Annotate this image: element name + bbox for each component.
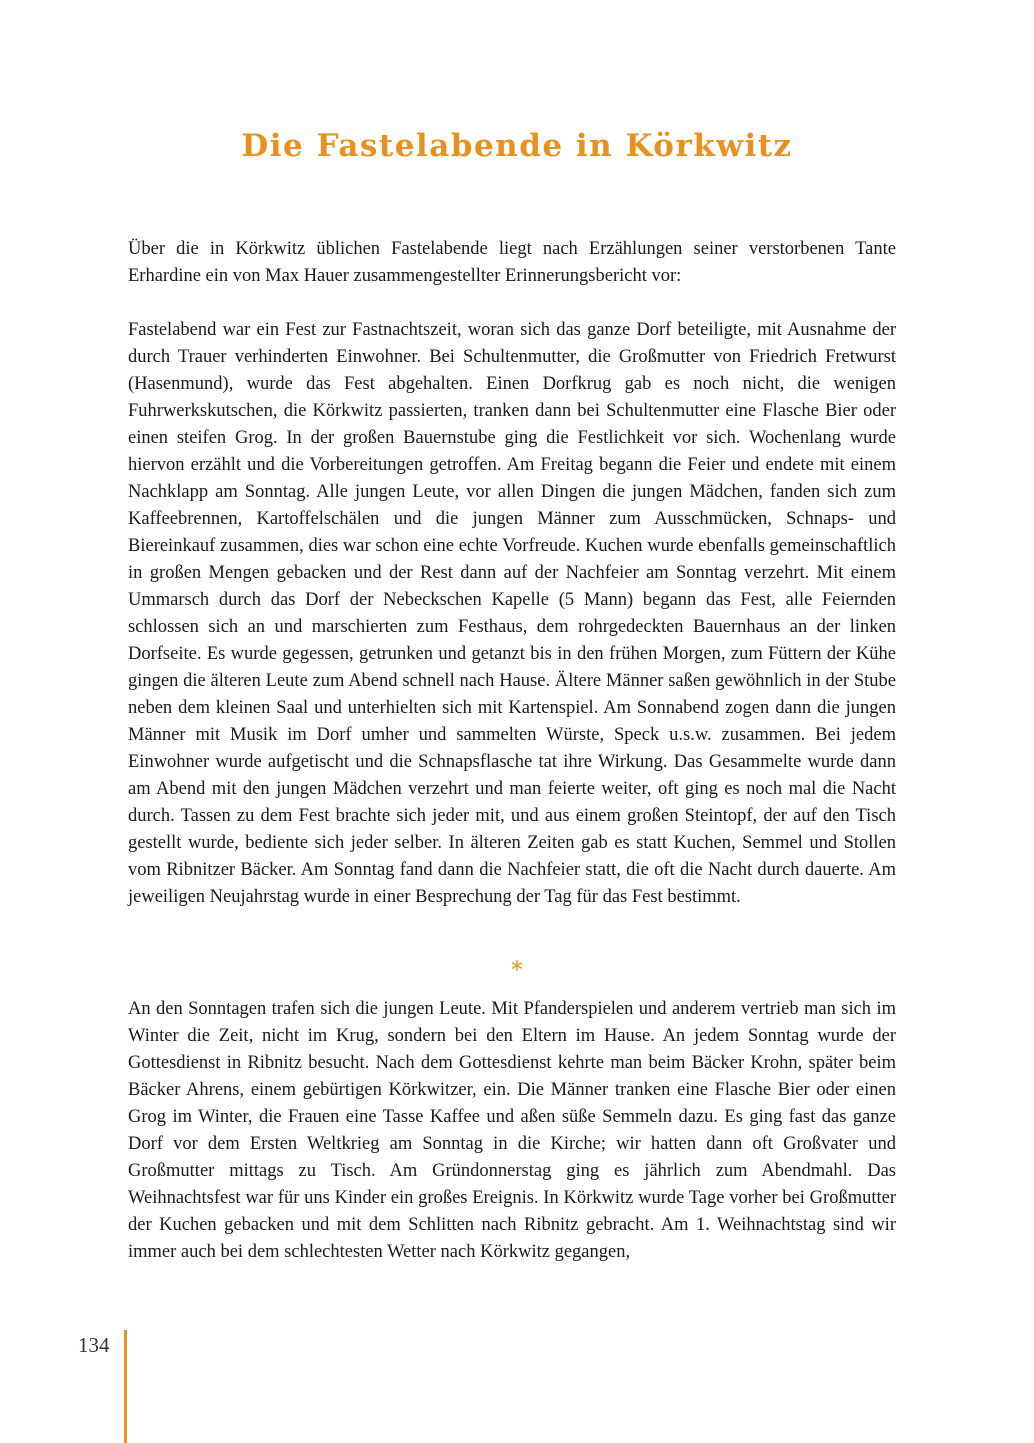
intro-paragraph: Über die in Körkwitz üblichen Fastelabende liegt nach Erzählungen seiner verstorbenen Tante Erhardine ein von Max Hauer zusammengestellter Erinnerungsbericht vor: <box>128 239 896 286</box>
page-title: Die Fastelabende in Körkwitz <box>241 128 793 164</box>
closing-paragraph: An den Sonntagen trafen sich die jungen Leute. Mit Pfanderspielen und anderem vertrieb man sich im Winter die Zeit, nicht im Krug, sondern bei den Eltern im Hause. An jedem Sonntag wurde der Gottesdienst in Ribnitz besucht. Nach dem Gottesdienst kehrte man beim Bäcker Krohn, später beim Bäcker Ahrens, einem gebürtigen Körkwitzer, ein. Die Männer tranken eine Flasche Bier oder einen Grog im Winter, die Frauen eine Tasse Kaffee und aßen süße Semmeln dazu. Es ging fast das ganze Dorf vor dem Ersten Weltkrieg am Sonntag in die Kirche; wir hatten dann oft Großvater und Großmutter mittags zu Tisch. Am Gründonnerstag ging es jährlich zum Abendmahl. Das Weihnachtsfest war für uns Kinder ein großes Ereignis. In Körkwitz wurde Tage vorher bei Großmutter der Kuchen gebacken und mit dem Schlitten nach Ribnitz gebracht. Am 1. Weihnachtstag sind wir immer auch bei dem schlechtesten Wetter nach Körkwitz gegangen, <box>128 999 896 1262</box>
main-paragraph: Fastelabend war ein Fest zur Fastnachtszeit, woran sich das ganze Dorf beteiligte, mit Ausnahme der durch Trauer verhinderten Einwohner. Bei Schultenmutter, die Großmutter von Friedrich Fretwurst (Hasenmund), wurde das Fest abgehalten. Einen Dorfkrug gab es noch nicht, die wenigen Fuhrwerkskutschen, die Körkwitz passierten, tranken dann bei Schultenmutter eine Flasche Bier oder einen steifen Grog. In der großen Bauernstube ging die Festlichkeit vor sich. Wochenlang wurde hiervon erzählt und die Vorbereitungen getroffen. Am Freitag begann die Feier und endete mit einem Nachklapp am Sonntag. Alle jungen Leute, vor allen Dingen die jungen Mädchen, fanden sich zum Kaffeebrennen, Kartoffelschälen und die jungen Männer zum Ausschmücken, Schnaps- und Biereinkauf zusammen, dies war schon eine echte Vorfreude. Kuchen wurde ebenfalls gemeinschaftlich in großen Mengen gebacken und der Rest dann auf der Nachfeier am Sonntag verzehrt. Mit einem Ummarsch durch das Dorf der Nebeckschen Kapelle (5 Mann) begann das Fest, alle Feiernden schlossen sich an und marschierten zum Festhaus, dem rohrgedeckten Bauernhaus an der linken Dorfseite. Es wurde gegessen, getrunken und getanzt bis in den frühen Morgen, zum Füttern der Kühe gingen die älteren Leute zum Abend schnell nach Hause. Ältere Männer saßen gewöhnlich in der Stube neben dem kleinen Saal und unterhielten sich mit Kartenspiel. Am Sonnabend zogen dann die jungen Männer mit Musik im Dorf umher und sammelten Würste, Speck u.s.w. zusammen. Bei jedem Einwohner wurde aufgetischt und die Schnapsflasche tat ihre Wirkung. Das Gesammelte wurde dann am Abend mit den jungen Mädchen verzehrt und man feierte weiter, oft ging es noch mal die Nacht durch. Tassen zu dem Fest brachte sich jeder mit, und aus einem großen Steintopf, der auf den Tisch gestellt wurde, bediente sich jeder selber. In älteren Zeiten gab es statt Kuchen, Semmel und Stollen vom Ribnitzer Bäcker. Am Sonntag fand dann die Nachfeier statt, die oft die Nacht durch dauerte. Am jeweiligen Neujahrstag wurde in einer Besprechung der Tag für das Fest bestimmt. <box>128 320 896 907</box>
section-separator-asterisk: * <box>511 956 523 984</box>
margin-accent-rule <box>124 1330 127 1443</box>
page-number: 134 <box>78 1333 110 1357</box>
